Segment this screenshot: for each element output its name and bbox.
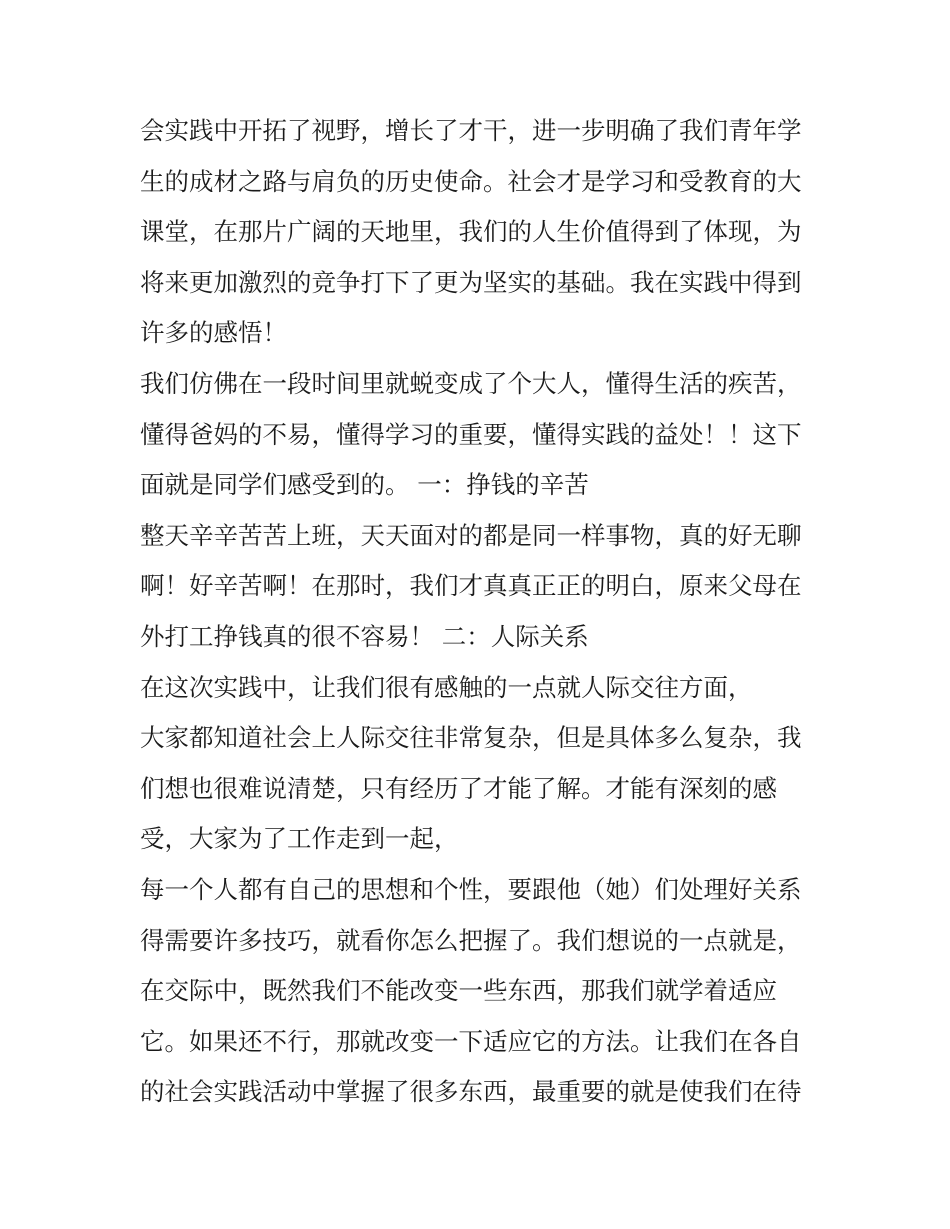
text-line: 在这次实践中，让我们很有感触的一点就人际交往方面， bbox=[140, 672, 753, 702]
body-text bbox=[140, 106, 820, 1118]
text-line: 在交际中，既然我们不能改变一些东西，那我们就学着适应 bbox=[140, 976, 777, 1006]
text-line: 大家都知道社会上人际交往非常复杂，但是具体多么复杂，我 bbox=[140, 723, 802, 753]
text-line: 会实践中开拓了视野，增长了才干，进一步明确了我们青年学 bbox=[140, 116, 802, 145]
text-line: 外打工挣钱真的很不容易！ 二：人际关系 bbox=[140, 621, 589, 651]
text-line: 们想也很难说清楚，只有经历了才能了解。才能有深刻的感 bbox=[140, 773, 777, 803]
text-line: 啊！好辛苦啊！在那时，我们才真真正正的明白，原来父母在 bbox=[140, 571, 802, 601]
text-line: 的社会实践活动中掌握了很多东西，最重要的就是使我们在待 bbox=[140, 1077, 802, 1107]
text-line: 它。如果还不行，那就改变一下适应它的方法。让我们在各自 bbox=[140, 1026, 802, 1056]
text-line: 懂得爸妈的不易，懂得学习的重要，懂得实践的益处！！这下 bbox=[140, 419, 802, 449]
text-line: 我们仿佛在一段时间里就蜕变成了个大人，懂得生活的疾苦， bbox=[140, 368, 802, 398]
text-line: 许多的感悟！ bbox=[140, 318, 287, 348]
text-line: 整天辛辛苦苦上班，天天面对的都是同一样事物，真的好无聊 bbox=[140, 520, 802, 550]
text-line: 每一个人都有自己的思想和个性，要跟他（她）们处理好关系 bbox=[140, 874, 802, 904]
text-line: 受，大家为了工作走到一起， bbox=[140, 824, 459, 854]
text-line: 课堂，在那片广阔的天地里，我们的人生价值得到了体现，为 bbox=[140, 217, 802, 247]
text-line: 生的成材之路与肩负的历史使命。社会才是学习和受教育的大 bbox=[140, 166, 802, 196]
text-line: 将来更加激烈的竞争打下了更为坚实的基础。我在实践中得到 bbox=[140, 267, 802, 297]
text-line: 面就是同学们感受到的。 一：挣钱的辛苦 bbox=[140, 470, 589, 500]
text-line: 得需要许多技巧，就看你怎么把握了。我们想说的一点就是， bbox=[140, 925, 802, 955]
